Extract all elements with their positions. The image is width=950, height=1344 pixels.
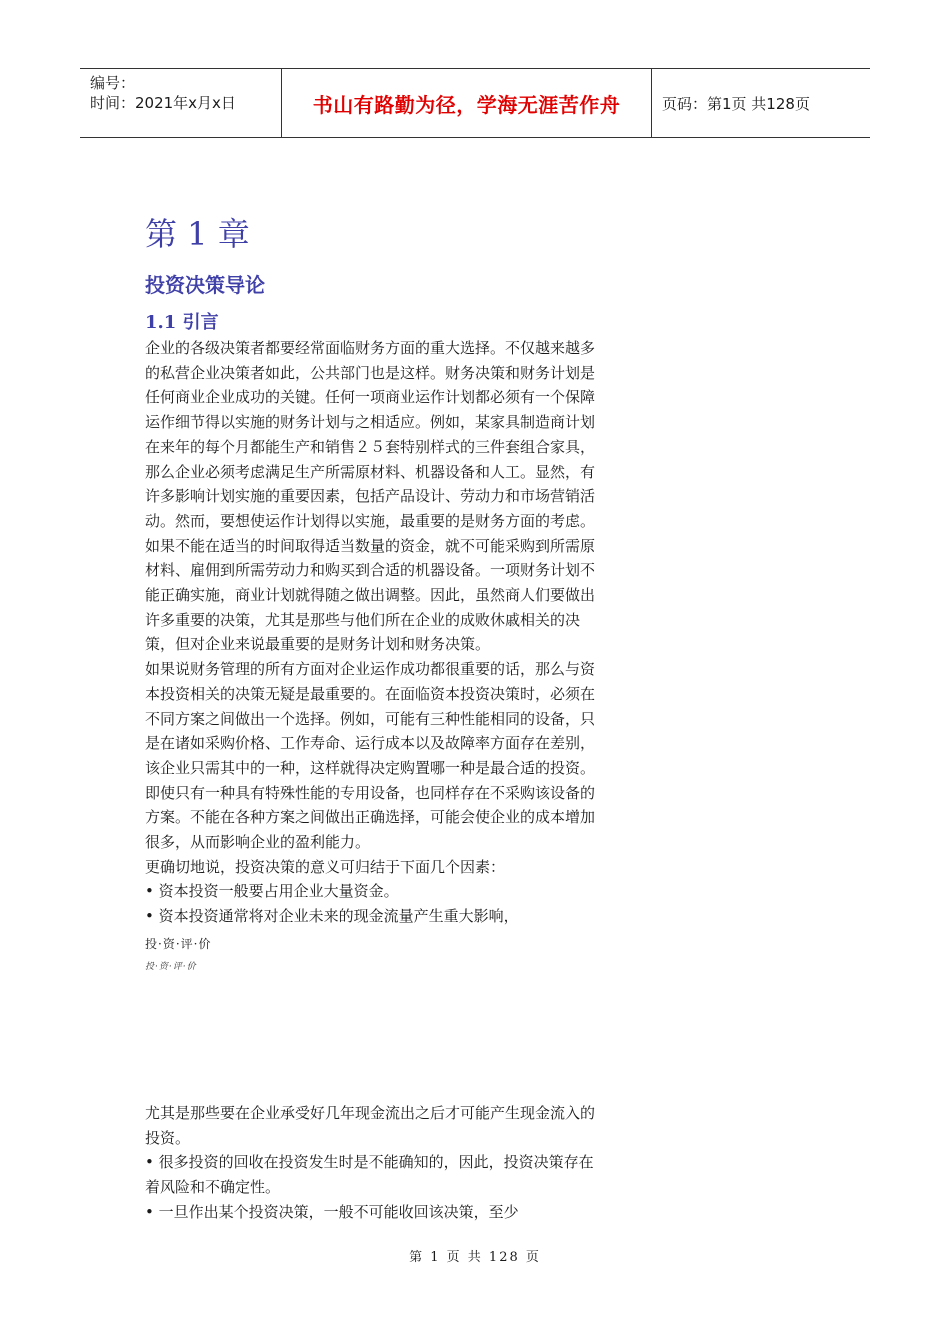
- continuation-paragraph: 尤其是那些要在企业承受好几年现金流出之后才可能产生现金流入的投资。: [145, 1104, 596, 1147]
- header-meta: [80, 69, 282, 137]
- header-motto-cell: [282, 69, 652, 137]
- header-motto: 书山有路勤为径，学海无涯苦作舟: [312, 92, 621, 117]
- time-label: 时间：2021年x月x日: [90, 94, 236, 112]
- header-page-info-cell: [652, 69, 870, 137]
- paragraph-3: 更确切地说，投资决策的意义可归结于下面几个因素：: [145, 857, 506, 876]
- running-label: 投·资·评·价: [145, 936, 212, 951]
- continued-content: [145, 1101, 605, 1225]
- main-content: [145, 212, 605, 977]
- bullet-item: • 很多投资的回收在投资发生时是不能确知的，因此，投资决策存在着风险和不确定性。: [145, 1153, 594, 1197]
- paragraph-2: 如果说财务管理的所有方面对企业运作成功都很重要的话，那么与资本投资相关的决策无疑是最重要的。在面临资本投资决策时，必须在不同方案之间做出一个选择。例如，可能有三种性能相同的设备，只是在诸如采购价格、工作寿命、运行成本以及故障率方面存在差别，该企业只需其中的一种，这样就得决定购置哪一种是最合适的投资。即使只有一种具有特殊性能的专用设备，也同样存在不采购该设备的方案。不能在各种方案之间做出正确选择，可能会使企业的成本增加很多，从而影响企业的盈利能力。: [145, 660, 596, 852]
- bullet-item: • 一旦作出某个投资决策，一般不可能收回该决策，至少: [145, 1202, 519, 1221]
- chapter-subtitle: 投资决策导论: [145, 273, 265, 297]
- bullet-item: • 资本投资一般要占用企业大量资金。: [145, 882, 399, 901]
- bullet-item: • 资本投资通常将对企业未来的现金流量产生重大影响，: [145, 907, 519, 926]
- page-header: [80, 68, 870, 138]
- page-footer: 第 1 页 共 128 页: [409, 1250, 541, 1265]
- chapter-title: 第 1 章: [145, 215, 250, 253]
- number-label: 编号：: [90, 74, 136, 92]
- section-title: 1.1 引言: [145, 312, 219, 333]
- paragraph-1: 企业的各级决策者都要经常面临财务方面的重大选择。不仅越来越多的私营企业决策者如此，公共部门也是这样。财务决策和财务计划是任何商业企业成功的关键。任何一项商业运作计划都必须有一个保障运作细节得以实施的财务计划与之相适应。例如，某家具制造商计划在来年的每个月都能生产和销售２５套特别样式的三件套组合家具，那么企业必须考虑满足生产所需原材料、机器设备和人工。显然，有许多影响计划实施的重要因素，包括产品设计、劳动力和市场营销活动。然而，要想使运作计划得以实施，最重要的是财务方面的考虑。如果不能在适当的时间取得适当数量的资金，就不可能采购到所需原材料、雇佣到所需劳动力和购买到合适的机器设备。一项财务计划不能正确实施，商业计划就得随之做出调整。因此，虽然商人们要做出许多重要的决策，尤其是那些与他们所在企业的成败休戚相关的决策，但对企业来说最重要的是财务计划和财务决策。: [145, 339, 596, 654]
- header-page-info: 页码：第1页 共128页: [662, 94, 810, 113]
- running-label-small: 投·资·评·价: [145, 961, 197, 972]
